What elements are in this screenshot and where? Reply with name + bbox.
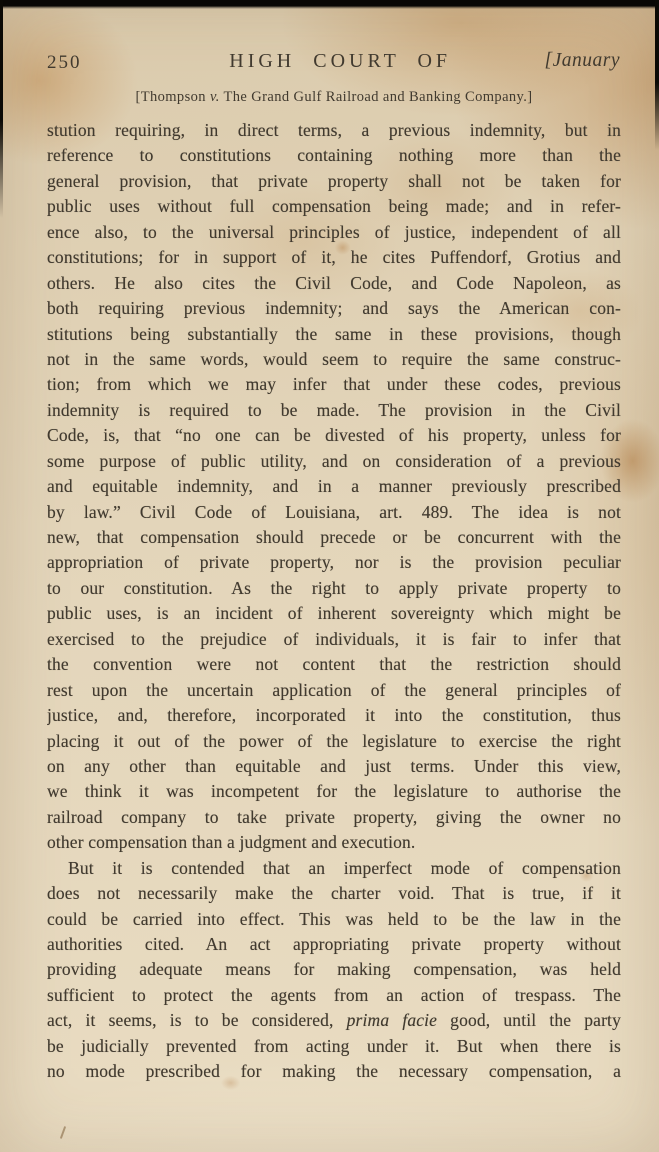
- page-header: [47, 50, 620, 76]
- text-line: public uses, is an incident of inherent sovereignty which might be: [47, 603, 621, 624]
- text-line: authorities cited. An act appropriating private property without: [47, 934, 621, 954]
- italic-text: prima facie: [346, 1010, 438, 1031]
- text-line: on any other than equitable and just terms. Under this view,: [47, 755, 621, 776]
- scan-edge-left: [0, 0, 3, 218]
- text-line: be judicially prevented from acting under it. But when there is: [47, 1035, 621, 1056]
- pen-mark: [60, 1126, 66, 1139]
- text-line: to our constitution. As the right to apply private property to: [47, 577, 621, 598]
- text-line: stitutions being substantially the same in these provisions, though: [47, 323, 621, 344]
- text-line: by law.” Civil Code of Louisiana, art. 489. The idea is not: [47, 501, 621, 522]
- text-line: reference to constitutions containing nothing more than the: [47, 145, 621, 166]
- case-caption: [47, 89, 621, 106]
- text-line: no mode prescribed for making the necessary compensation, a: [47, 1061, 621, 1082]
- text-line: Code, is, that “no one can be divested of his property, unless for: [47, 425, 621, 446]
- scan-edge-right: [655, 0, 659, 150]
- text-line: exercised to the prejudice of individuals, it is fair to infer that: [47, 628, 621, 649]
- text-line: others. He also cites the Civil Code, and Code Napoleon, as: [47, 272, 621, 293]
- text-line: rest upon the uncertain application of the general principles of: [47, 679, 621, 700]
- text-line: new, that compensation should precede or be concurrent with the: [47, 527, 621, 547]
- text-line: other compensation than a judgment and execution.: [47, 832, 416, 853]
- text-line: the convention were not content that the restriction should: [47, 654, 621, 675]
- text-line: ence also, to the universal principles of justice, independent of all: [47, 221, 621, 242]
- case-caption-pre: [Thompson: [135, 89, 210, 105]
- case-caption-post: The Grand Gulf Railroad and Banking Company.]: [219, 89, 533, 105]
- text-line: tion; from which we may infer that under these codes, previous: [47, 374, 621, 395]
- text-line: [47, 1008, 621, 1033]
- text-line: could be carried into effect. This was held to be the law in the: [47, 908, 621, 929]
- text-line: both requiring previous indemnity; and says the American con-: [47, 298, 621, 319]
- case-caption-versus: v.: [209, 89, 220, 105]
- text-segment: act, it seems, is to be considered,: [47, 1010, 347, 1031]
- page-number: 250: [47, 52, 82, 73]
- text-line: appropriation of private property, nor is the provision peculiar: [47, 552, 621, 573]
- text-line: general provision, that private property shall not be taken for: [47, 170, 621, 191]
- running-date: [January: [544, 50, 620, 71]
- text-line: and equitable indemnity, and in a manner previously prescribed: [47, 476, 621, 497]
- text-line: placing it out of the power of the legislature to exercise the right: [47, 730, 621, 751]
- text-line: railroad company to take private property, giving the owner no: [47, 806, 621, 827]
- text-line: stution requiring, in direct terms, a previous indemnity, but in: [47, 120, 621, 140]
- text-line: indemnity is required to be made. The provision in the Civil: [47, 399, 621, 420]
- text-line: some purpose of public utility, and on consideration of a previous: [47, 450, 621, 471]
- text-line: But it is contended that an imperfect mode of compensation: [68, 857, 621, 878]
- text-line: does not necessarily make the charter void. That is true, if it: [47, 883, 621, 904]
- text-line: providing adequate means for making compensation, was held: [47, 959, 621, 980]
- text-segment: good, until the party: [437, 1010, 621, 1031]
- scan-edge-top: [0, 0, 659, 9]
- text-line: we think it was incompetent for the legislature to authorise the: [47, 781, 621, 802]
- text-line: sufficient to protect the agents from an action of trespass. The: [47, 984, 621, 1005]
- text-line: constitutions; for in support of it, he cites Puffendorf, Grotius and: [47, 247, 621, 268]
- text-line: justice, and, therefore, incorporated it into the constitution, thus: [47, 705, 621, 726]
- text-line: public uses without full compensation being made; and in refer-: [47, 196, 621, 217]
- text-line: not in the same words, would seem to require the same construc-: [47, 348, 621, 369]
- body-text: [47, 118, 621, 1085]
- running-title: HIGH COURT OF: [229, 50, 452, 72]
